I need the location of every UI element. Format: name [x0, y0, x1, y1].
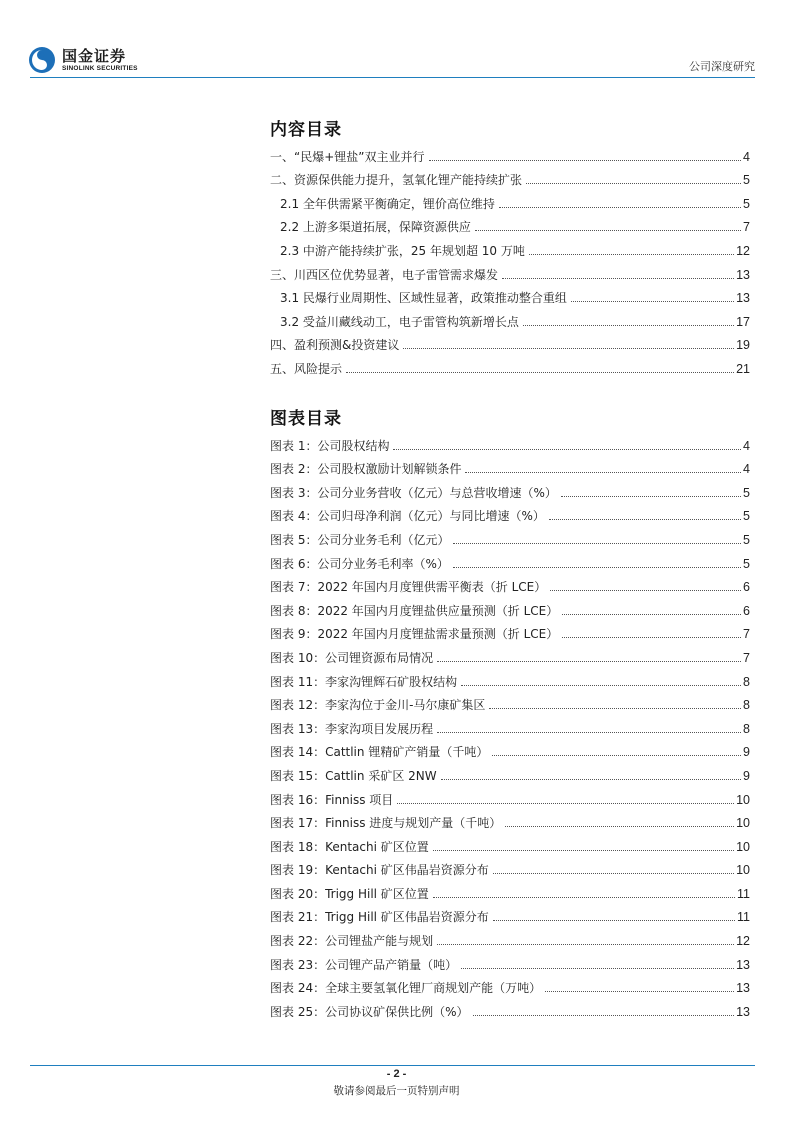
dot-leader	[461, 968, 734, 969]
toc-entry-page[interactable]: 12	[736, 243, 750, 258]
figure-entry[interactable]	[270, 642, 750, 666]
toc-entry-label[interactable]: 四、盈利预测&投资建议	[270, 338, 400, 353]
figure-entry[interactable]	[270, 737, 750, 761]
toc-entry-page[interactable]: 10	[736, 792, 750, 807]
dot-leader	[429, 160, 742, 161]
toc-entry-label[interactable]: 图表 16：Finniss 项目	[270, 792, 394, 807]
toc-entry-label[interactable]: 图表 19：Kentachi 矿区伟晶岩资源分布	[270, 863, 489, 878]
toc-entry-page[interactable]: 10	[736, 816, 750, 831]
figure-entry[interactable]	[270, 713, 750, 737]
toc-entry-label[interactable]: 3.1 民爆行业周期性、区域性显著，政策推动整合重组	[280, 291, 567, 306]
toc-entry-page[interactable]: 13	[736, 1004, 750, 1019]
toc-entry-page[interactable]: 5	[743, 509, 750, 524]
dot-leader	[502, 278, 734, 279]
toc-entry-page[interactable]: 11	[737, 910, 750, 925]
dot-leader	[492, 755, 741, 756]
dot-leader	[461, 685, 741, 686]
figure-entry[interactable]	[270, 548, 750, 572]
contents-entry[interactable]	[270, 212, 750, 236]
toc-entry-page[interactable]: 5	[743, 532, 750, 547]
dot-leader	[499, 207, 741, 208]
dot-leader	[433, 850, 734, 851]
toc-entry-page[interactable]: 10	[736, 863, 750, 878]
dot-leader	[562, 614, 741, 615]
toc-entry-page[interactable]: 7	[743, 220, 750, 235]
dot-leader	[529, 254, 734, 255]
toc-entry-label[interactable]: 2.2 上游多渠道拓展，保障资源供应	[280, 220, 471, 235]
figure-entry[interactable]	[270, 690, 750, 714]
toc-entry-page[interactable]: 6	[743, 603, 750, 618]
dot-leader	[453, 543, 741, 544]
toc-entry-page[interactable]: 6	[743, 580, 750, 595]
toc-entry-label[interactable]: 图表 6：公司分业务毛利率（%）	[270, 556, 449, 571]
toc-entry-page[interactable]: 21	[736, 361, 750, 376]
toc-entry-page[interactable]: 19	[736, 338, 750, 353]
toc-entry-label[interactable]: 图表 2：公司股权激励计划解锁条件	[270, 462, 462, 477]
dot-leader	[473, 1015, 735, 1016]
dot-leader	[562, 637, 741, 638]
dot-leader	[403, 348, 734, 349]
dot-leader	[549, 519, 741, 520]
figure-entry[interactable]	[270, 996, 750, 1020]
toc-entry-page[interactable]: 9	[743, 768, 750, 783]
dot-leader	[465, 472, 741, 473]
contents-entry[interactable]	[270, 353, 750, 377]
toc-entry-label[interactable]: 图表 1：公司股权结构	[270, 438, 390, 453]
toc-entry-page[interactable]: 13	[736, 291, 750, 306]
dot-leader	[346, 372, 734, 373]
logo-english-name: SINOLINK SECURITIES	[62, 64, 138, 72]
dot-leader	[441, 779, 741, 780]
header-divider	[30, 77, 755, 78]
toc-entry-label[interactable]: 图表 7：2022 年国内月度锂供需平衡表（折 LCE）	[270, 580, 547, 595]
toc-entry-label[interactable]: 3.2 受益川藏线动工，电子雷管构筑新增长点	[280, 314, 519, 329]
toc-entry-label[interactable]: 图表 10：公司锂资源布局情况	[270, 650, 434, 665]
document-type-label: 公司深度研究	[689, 60, 755, 73]
toc-entry-label[interactable]: 图表 20：Trigg Hill 矿区位置	[270, 886, 429, 901]
toc-entry-label[interactable]: 图表 17：Finniss 进度与规划产量（千吨）	[270, 816, 502, 831]
toc-entry-label[interactable]: 2.3 中游产能持续扩张，25 年规划超 10 万吨	[280, 243, 525, 258]
toc-entry-page[interactable]: 5	[743, 556, 750, 571]
figure-entry[interactable]	[270, 949, 750, 973]
dot-leader	[545, 991, 734, 992]
contents-entry[interactable]	[270, 283, 750, 307]
toc-entry-label[interactable]: 二、资源保供能力提升，氢氧化锂产能持续扩张	[270, 173, 523, 188]
toc-entry-page[interactable]: 5	[743, 173, 750, 188]
toc-entry-page[interactable]: 17	[736, 314, 750, 329]
logo-mark-icon	[28, 46, 56, 74]
figure-entry[interactable]	[270, 430, 750, 454]
contents-entry[interactable]	[270, 330, 750, 354]
figure-entry[interactable]	[270, 572, 750, 596]
toc-entry-page[interactable]: 13	[736, 981, 750, 996]
dot-leader	[437, 661, 741, 662]
contents-entry[interactable]	[270, 141, 750, 165]
toc-entry-label[interactable]: 图表 18：Kentachi 矿区位置	[270, 839, 429, 854]
toc-entry-label[interactable]: 图表 21：Trigg Hill 矿区伟晶岩资源分布	[270, 910, 489, 925]
toc-entry-page[interactable]: 13	[736, 957, 750, 972]
dot-leader	[505, 826, 734, 827]
toc-entry-page[interactable]: 5	[743, 196, 750, 211]
figure-entry[interactable]	[270, 855, 750, 879]
toc-entry-label[interactable]: 图表 8：2022 年国内月度锂盐供应量预测（折 LCE）	[270, 603, 559, 618]
dot-leader	[571, 301, 734, 302]
contents-title: 内容目录	[270, 120, 342, 140]
toc-entry-label[interactable]: 图表 4：公司归母净利润（亿元）与同比增速（%）	[270, 509, 545, 524]
figure-entry[interactable]	[270, 925, 750, 949]
toc-entry-page[interactable]: 13	[736, 267, 750, 282]
toc-entry-page[interactable]: 12	[736, 934, 750, 949]
figure-entry[interactable]	[270, 878, 750, 902]
toc-entry-label[interactable]: 图表 25：公司协议矿保供比例（%）	[270, 1004, 469, 1019]
toc-entry-page[interactable]: 4	[743, 438, 750, 453]
figure-entry[interactable]	[270, 595, 750, 619]
toc-entry-page[interactable]: 8	[743, 674, 750, 689]
figure-entry[interactable]	[270, 973, 750, 997]
toc-entry-page[interactable]: 8	[743, 721, 750, 736]
toc-entry-label[interactable]: 图表 11：李家沟锂辉石矿股权结构	[270, 674, 458, 689]
toc-entry-page[interactable]: 8	[743, 698, 750, 713]
toc-entry-page[interactable]: 5	[743, 485, 750, 500]
toc-entry-page[interactable]: 7	[743, 627, 750, 642]
dot-leader	[493, 920, 735, 921]
toc-entry-label[interactable]: 五、风险提示	[270, 361, 343, 376]
toc-entry-page[interactable]: 11	[737, 886, 750, 901]
dot-leader	[397, 803, 734, 804]
toc-entry-label[interactable]: 图表 3：公司分业务营收（亿元）与总营收增速（%）	[270, 485, 557, 500]
toc-entry-label[interactable]: 图表 22：公司锂盐产能与规划	[270, 934, 434, 949]
figure-entry[interactable]	[270, 831, 750, 855]
contents-entry[interactable]	[270, 235, 750, 259]
toc-entry-page[interactable]: 4	[743, 462, 750, 477]
dot-leader	[526, 183, 741, 184]
toc-entry-label[interactable]: 图表 9：2022 年国内月度锂盐需求量预测（折 LCE）	[270, 627, 559, 642]
contents-entry[interactable]	[270, 165, 750, 189]
dot-leader	[523, 325, 734, 326]
toc-entry-label[interactable]: 图表 13：李家沟项目发展历程	[270, 721, 434, 736]
dot-leader	[437, 732, 741, 733]
toc-entry-label[interactable]: 图表 14：Cattlin 锂精矿产销量（千吨）	[270, 745, 489, 760]
toc-entry-label[interactable]: 图表 12：李家沟位于金川-马尔康矿集区	[270, 698, 486, 713]
toc-entry-label[interactable]: 图表 15：Cattlin 采矿区 2NW	[270, 768, 437, 783]
figure-entry[interactable]	[270, 666, 750, 690]
toc-entry-label[interactable]: 2.1 全年供需紧平衡确定，锂价高位维持	[280, 196, 495, 211]
contents-entry[interactable]	[270, 306, 750, 330]
figure-entry[interactable]	[270, 524, 750, 548]
contents-entry[interactable]	[270, 188, 750, 212]
footer-divider	[30, 1065, 755, 1066]
toc-entry-label[interactable]: 三、川西区位优势显著，电子雷管需求爆发	[270, 267, 499, 282]
toc-entry-page[interactable]: 10	[736, 839, 750, 854]
dot-leader	[493, 873, 734, 874]
page-header	[0, 0, 793, 80]
toc-entry-label[interactable]: 图表 23：公司锂产品产销量（吨）	[270, 957, 458, 972]
figure-entry[interactable]	[270, 454, 750, 478]
figure-entry[interactable]	[270, 902, 750, 926]
figures-list	[270, 430, 750, 1020]
dot-leader	[453, 567, 741, 568]
dot-leader	[437, 944, 734, 945]
figure-entry[interactable]	[270, 808, 750, 832]
toc-entry-page[interactable]: 9	[743, 745, 750, 760]
company-logo	[28, 44, 138, 76]
toc-entry-page[interactable]: 4	[743, 149, 750, 164]
figures-title: 图表目录	[270, 409, 342, 429]
figure-entry[interactable]	[270, 784, 750, 808]
toc-entry-page[interactable]: 7	[743, 650, 750, 665]
figure-entry[interactable]	[270, 477, 750, 501]
figure-entry[interactable]	[270, 760, 750, 784]
toc-entry-label[interactable]: 一、“民爆+锂盐”双主业并行	[270, 149, 425, 164]
dot-leader	[393, 449, 741, 450]
disclaimer-note: 敬请参阅最后一页特别声明	[333, 1085, 460, 1097]
dot-leader	[475, 230, 741, 231]
contents-entry[interactable]	[270, 259, 750, 283]
contents-list	[270, 141, 750, 377]
figure-entry[interactable]	[270, 619, 750, 643]
page-number: - 2 -	[386, 1068, 407, 1080]
toc-entry-label[interactable]: 图表 24：全球主要氢氧化锂厂商规划产能（万吨）	[270, 981, 542, 996]
dot-leader	[561, 496, 741, 497]
dot-leader	[433, 897, 735, 898]
toc-entry-label[interactable]: 图表 5：公司分业务毛利（亿元）	[270, 532, 450, 547]
logo-chinese-name: 国金证券	[62, 46, 127, 65]
dot-leader	[550, 590, 741, 591]
figure-entry[interactable]	[270, 501, 750, 525]
dot-leader	[489, 708, 741, 709]
